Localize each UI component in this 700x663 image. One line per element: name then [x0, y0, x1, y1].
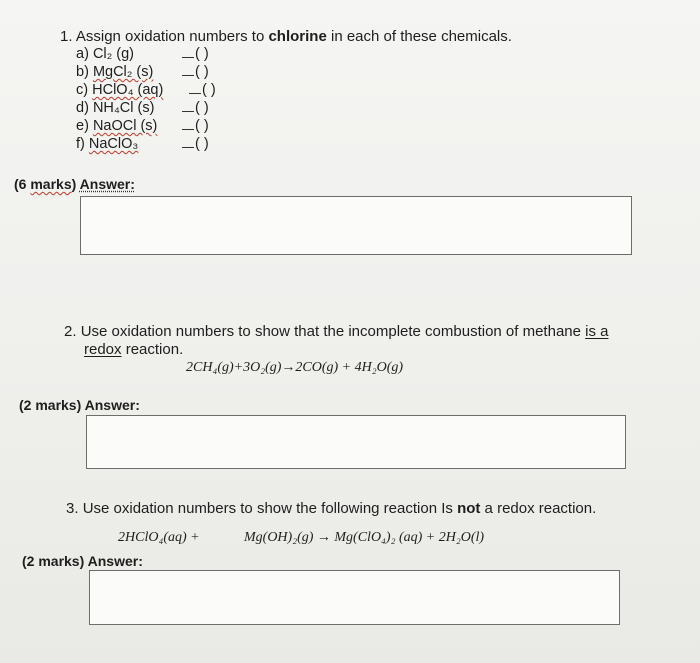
q1-item-b: b) MgCl₂ (s) — [76, 64, 154, 80]
q1-item-a: a) Cl₂ (g) — [76, 46, 135, 62]
q2-title: 2. Use oxidation numbers to show that the incomplete combustion of methane is a redox reaction. — [64, 323, 609, 358]
q1-blank-c[interactable]: ( ) — [189, 81, 216, 99]
q1-number: 1. — [60, 28, 73, 45]
q2-answer-box[interactable] — [86, 415, 626, 469]
q2-answer-label: Answer: — [84, 397, 140, 413]
q3-number: 3. — [66, 500, 79, 517]
q1-item-f: f) NaClO₃ — [76, 136, 139, 152]
q1-blank-f[interactable]: ( ) — [182, 135, 209, 153]
q2-number: 2. — [64, 323, 77, 340]
q1-title: 1. Assign oxidation numbers to chlorine in each of these chemicals. — [60, 28, 512, 45]
q3-title: 3. Use oxidation numbers to show the following reaction Is not a redox reaction. — [66, 500, 597, 517]
q3-answer-box[interactable] — [89, 570, 620, 625]
q3-marks-label: (2 marks) Answer: — [22, 553, 143, 569]
q1-item-c: c) HClO₄ (aq) — [76, 82, 164, 98]
q1-answer-box[interactable] — [80, 196, 632, 255]
q1-blank-e[interactable]: ( ) — [182, 117, 209, 135]
q2-equation: 2CH₄(g)+3O₂(g)→2CO(g) + 4H₂O(g) — [186, 360, 404, 375]
q1-item-d: d) NH₄Cl (s) — [76, 100, 155, 116]
q1-title-bold: chlorine — [268, 28, 327, 45]
q1-item-e: e) NaOCl (s) — [76, 118, 158, 134]
q1-marks-label: (6 marks) Answer: — [14, 176, 135, 192]
q3-title-bold: not — [457, 500, 481, 517]
q1-answer-label: Answer: — [79, 176, 135, 192]
q1-blank-a[interactable]: ( ) — [182, 45, 209, 63]
q1-blank-d[interactable]: ( ) — [182, 99, 209, 117]
q3-equation-left: 2HClO₄(aq) + — [118, 530, 200, 545]
q2-marks-label: (2 marks) Answer: — [19, 397, 140, 413]
q1-blank-b[interactable]: ( ) — [182, 63, 209, 81]
q3-equation-right: Mg(OH)₂(g) → Mg(ClO₄)₂ (aq) + 2H₂O(l) — [244, 530, 485, 545]
q3-answer-label: Answer: — [87, 553, 143, 569]
